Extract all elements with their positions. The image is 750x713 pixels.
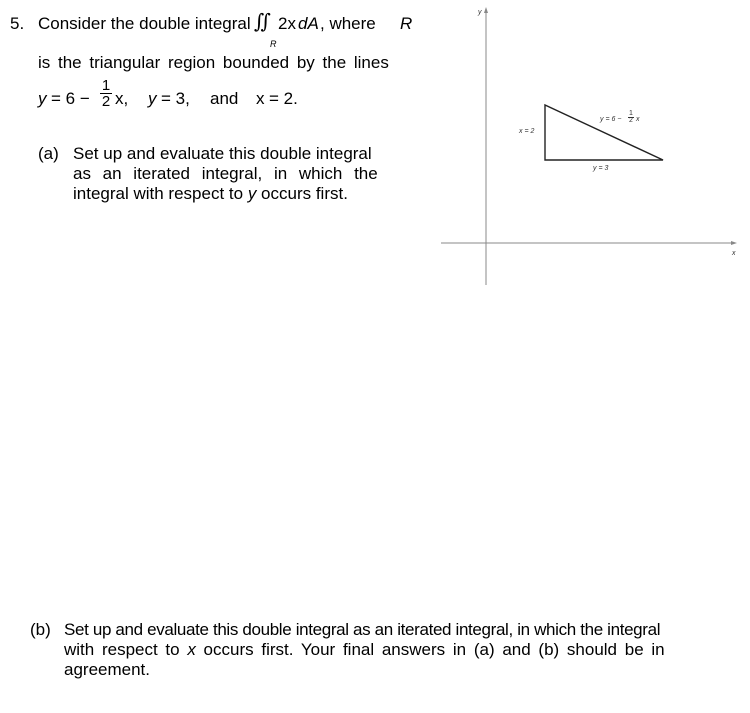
label-y-equals-3: y = 3 bbox=[593, 165, 609, 172]
intro-where: , where bbox=[320, 14, 376, 33]
label-slant-line bbox=[600, 116, 621, 124]
problem-intro: Consider the double integral bbox=[38, 14, 251, 33]
slant-label-fraction bbox=[628, 111, 634, 124]
eq2-rest: = 3, bbox=[161, 89, 190, 108]
x-axis-label: x bbox=[732, 250, 736, 257]
eq-and: and bbox=[210, 89, 239, 108]
eq1-var: x, bbox=[115, 89, 129, 108]
y-axis-arrow-icon bbox=[484, 7, 488, 13]
label-x-equals-2: x = 2 bbox=[519, 128, 535, 135]
part-b-line2-post: occurs first. Your final answers in (a) and (b) should be in bbox=[195, 640, 665, 659]
part-a-line3-post: occurs first. bbox=[256, 184, 348, 203]
eq1-frac-den: 2 bbox=[101, 93, 111, 110]
problem-number: 5. bbox=[10, 14, 25, 33]
part-b-var: x bbox=[187, 640, 196, 659]
slant-label-var: x bbox=[636, 116, 640, 123]
y-axis-label: y bbox=[478, 9, 482, 16]
part-a-label: (a) bbox=[38, 144, 59, 163]
eq3-var: x bbox=[256, 89, 265, 108]
slant-frac-den: 2 bbox=[629, 117, 633, 124]
eq1-frac-num: 1 bbox=[101, 77, 111, 94]
region-var: R bbox=[400, 14, 413, 33]
part-a-line1: Set up and evaluate this double integral bbox=[73, 144, 372, 163]
part-a-line2: as an iterated integral, in which the bbox=[73, 164, 378, 183]
triangle-region bbox=[545, 105, 663, 160]
integrand-differential: dA bbox=[298, 14, 319, 33]
part-b-label: (b) bbox=[30, 620, 51, 639]
eq1-lhs: y bbox=[38, 89, 47, 108]
eq1-rhs: = 6 − bbox=[51, 89, 90, 108]
x-axis-arrow-icon bbox=[731, 241, 737, 245]
part-b-line3: agreement. bbox=[64, 660, 150, 679]
part-b-line2-pre: with respect to bbox=[64, 640, 188, 659]
part-b-line2 bbox=[64, 640, 665, 660]
part-a-line3-pre: integral with respect to bbox=[73, 184, 248, 203]
problem-line2: is the triangular region bounded by the lines bbox=[38, 53, 389, 72]
slant-frac-num: 1 bbox=[629, 110, 633, 117]
integrand-coef: 2x bbox=[278, 14, 296, 33]
double-integral-symbol: ∬ bbox=[254, 9, 272, 33]
eq3-rest: = 2. bbox=[269, 89, 298, 108]
part-b-line1: Set up and evaluate this double integral as an iterated integral, in which the integral bbox=[64, 620, 661, 639]
slant-label-pre: y = 6 − bbox=[600, 116, 622, 123]
eq2-var: y bbox=[148, 89, 157, 108]
integral-region-subscript: R bbox=[270, 39, 277, 49]
part-a-var: y bbox=[247, 184, 257, 203]
